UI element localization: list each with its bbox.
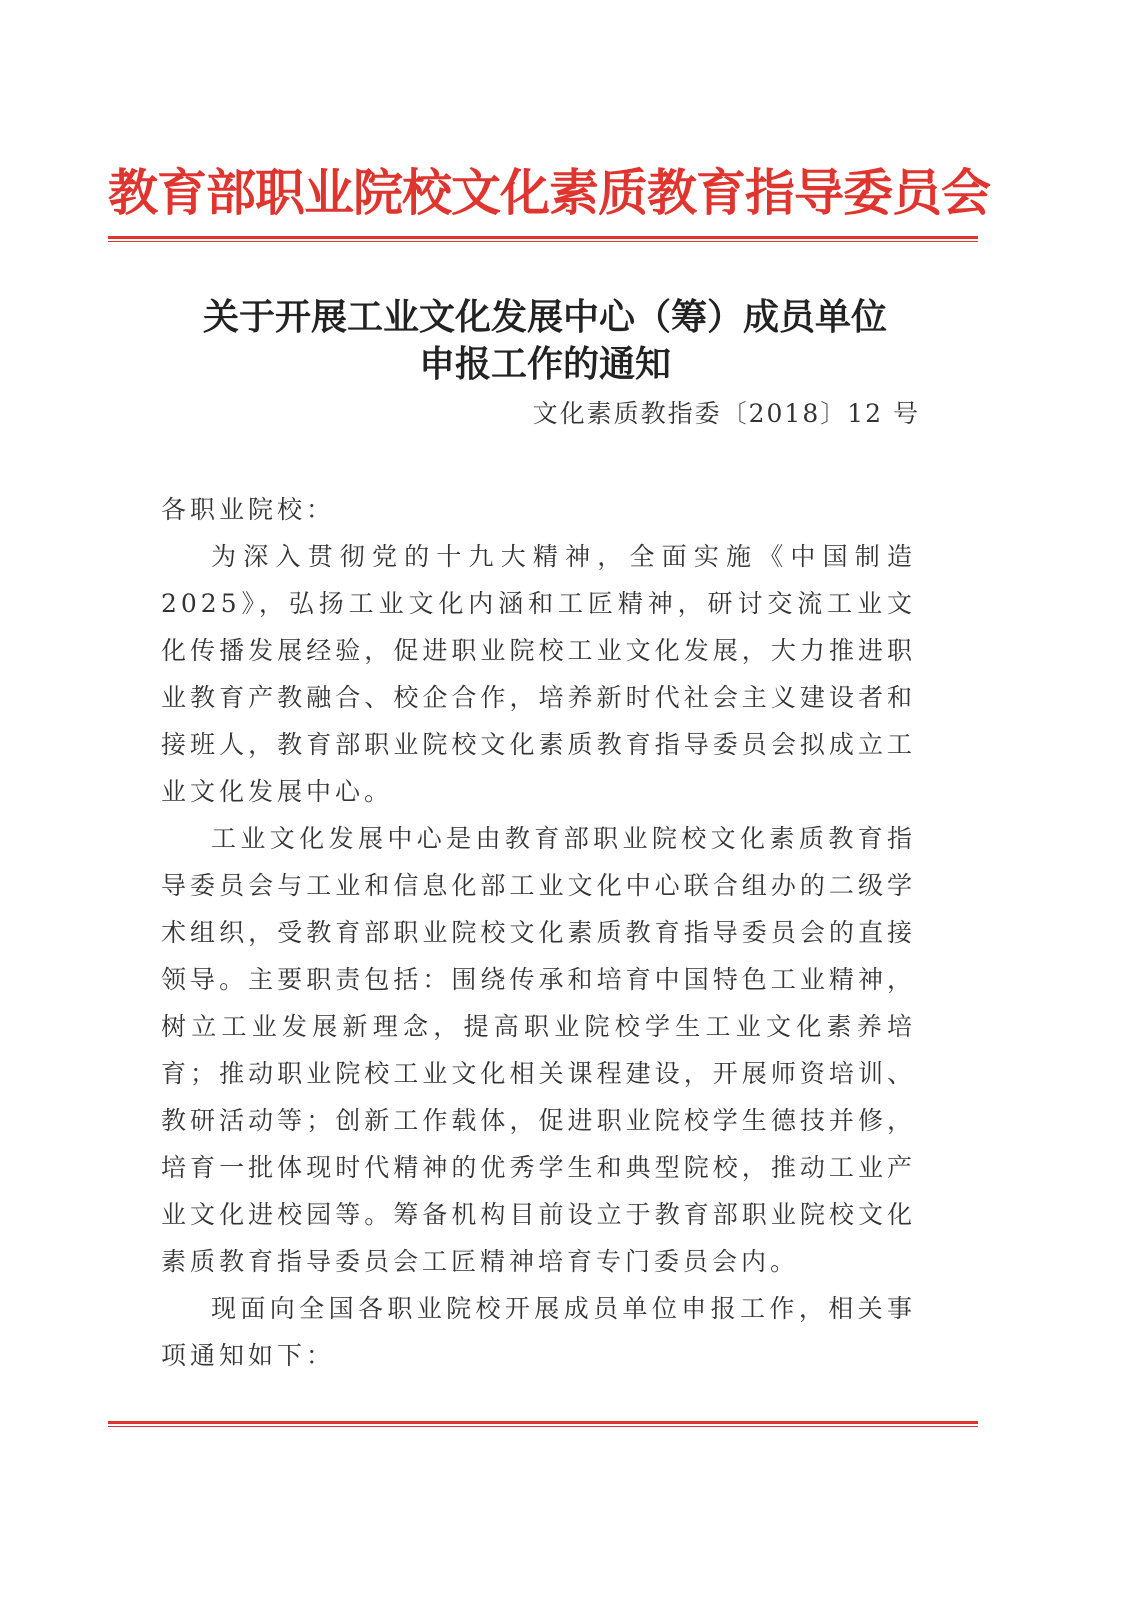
- document-number: 文化素质教指委〔2018〕12 号: [532, 399, 920, 428]
- rule-thin-line: [108, 1426, 978, 1427]
- letterhead-title: 教育部职业院校文化素质教育指导委员会: [108, 164, 990, 222]
- notice-body: [161, 486, 916, 1379]
- body-paragraph-2: 工业文化发展中心是由教育部职业院校文化素质教育指导委员会与工业和信息化部工业文化中心联合组办的二级学术组织，受教育部职业院校文化素质教育指导委员会的直接领导。主要职责包括：围绕传承和培育中国特色工业精神，树立工业发展新理念，提高职业院校学生工业文化素养培育；推动职业院校工业文化相关课程建设，开展师资培训、教研活动等；创新工作载体，促进职业院校学生德技并修，培育一批体现时代精神的优秀学生和典型院校，推动工业产业文化进校园等。筹备机构目前设立于教育部职业院校文化素质教育指导委员会工匠精神培育专门委员会内。: [161, 824, 916, 1276]
- notice-title-line-2: 申报工作的通知: [418, 343, 671, 385]
- salutation: 各职业院校：: [161, 495, 336, 524]
- notice-title-line-1: 关于开展工业文化发展中心（筹）成员单位: [202, 296, 887, 338]
- rule-thin-line: [108, 241, 978, 242]
- body-paragraph-1: 为深入贯彻党的十九大精神，全面实施《中国制造 2025》，弘扬工业文化内涵和工匠精神，研讨交流工业文化传播发展经验，促进职业院校工业文化发展，大力推进职业教育产教融合、校企合作，培养新时代社会主义建设者和接班人，教育部职业院校文化素质教育指导委员会拟成立工业文化发展中心。: [161, 542, 916, 806]
- footer-rule: [108, 1421, 978, 1427]
- body-paragraph-3: 现面向全国各职业院校开展成员单位申报工作，相关事项通知如下：: [161, 1294, 916, 1370]
- letterhead-rule-top: [108, 236, 978, 242]
